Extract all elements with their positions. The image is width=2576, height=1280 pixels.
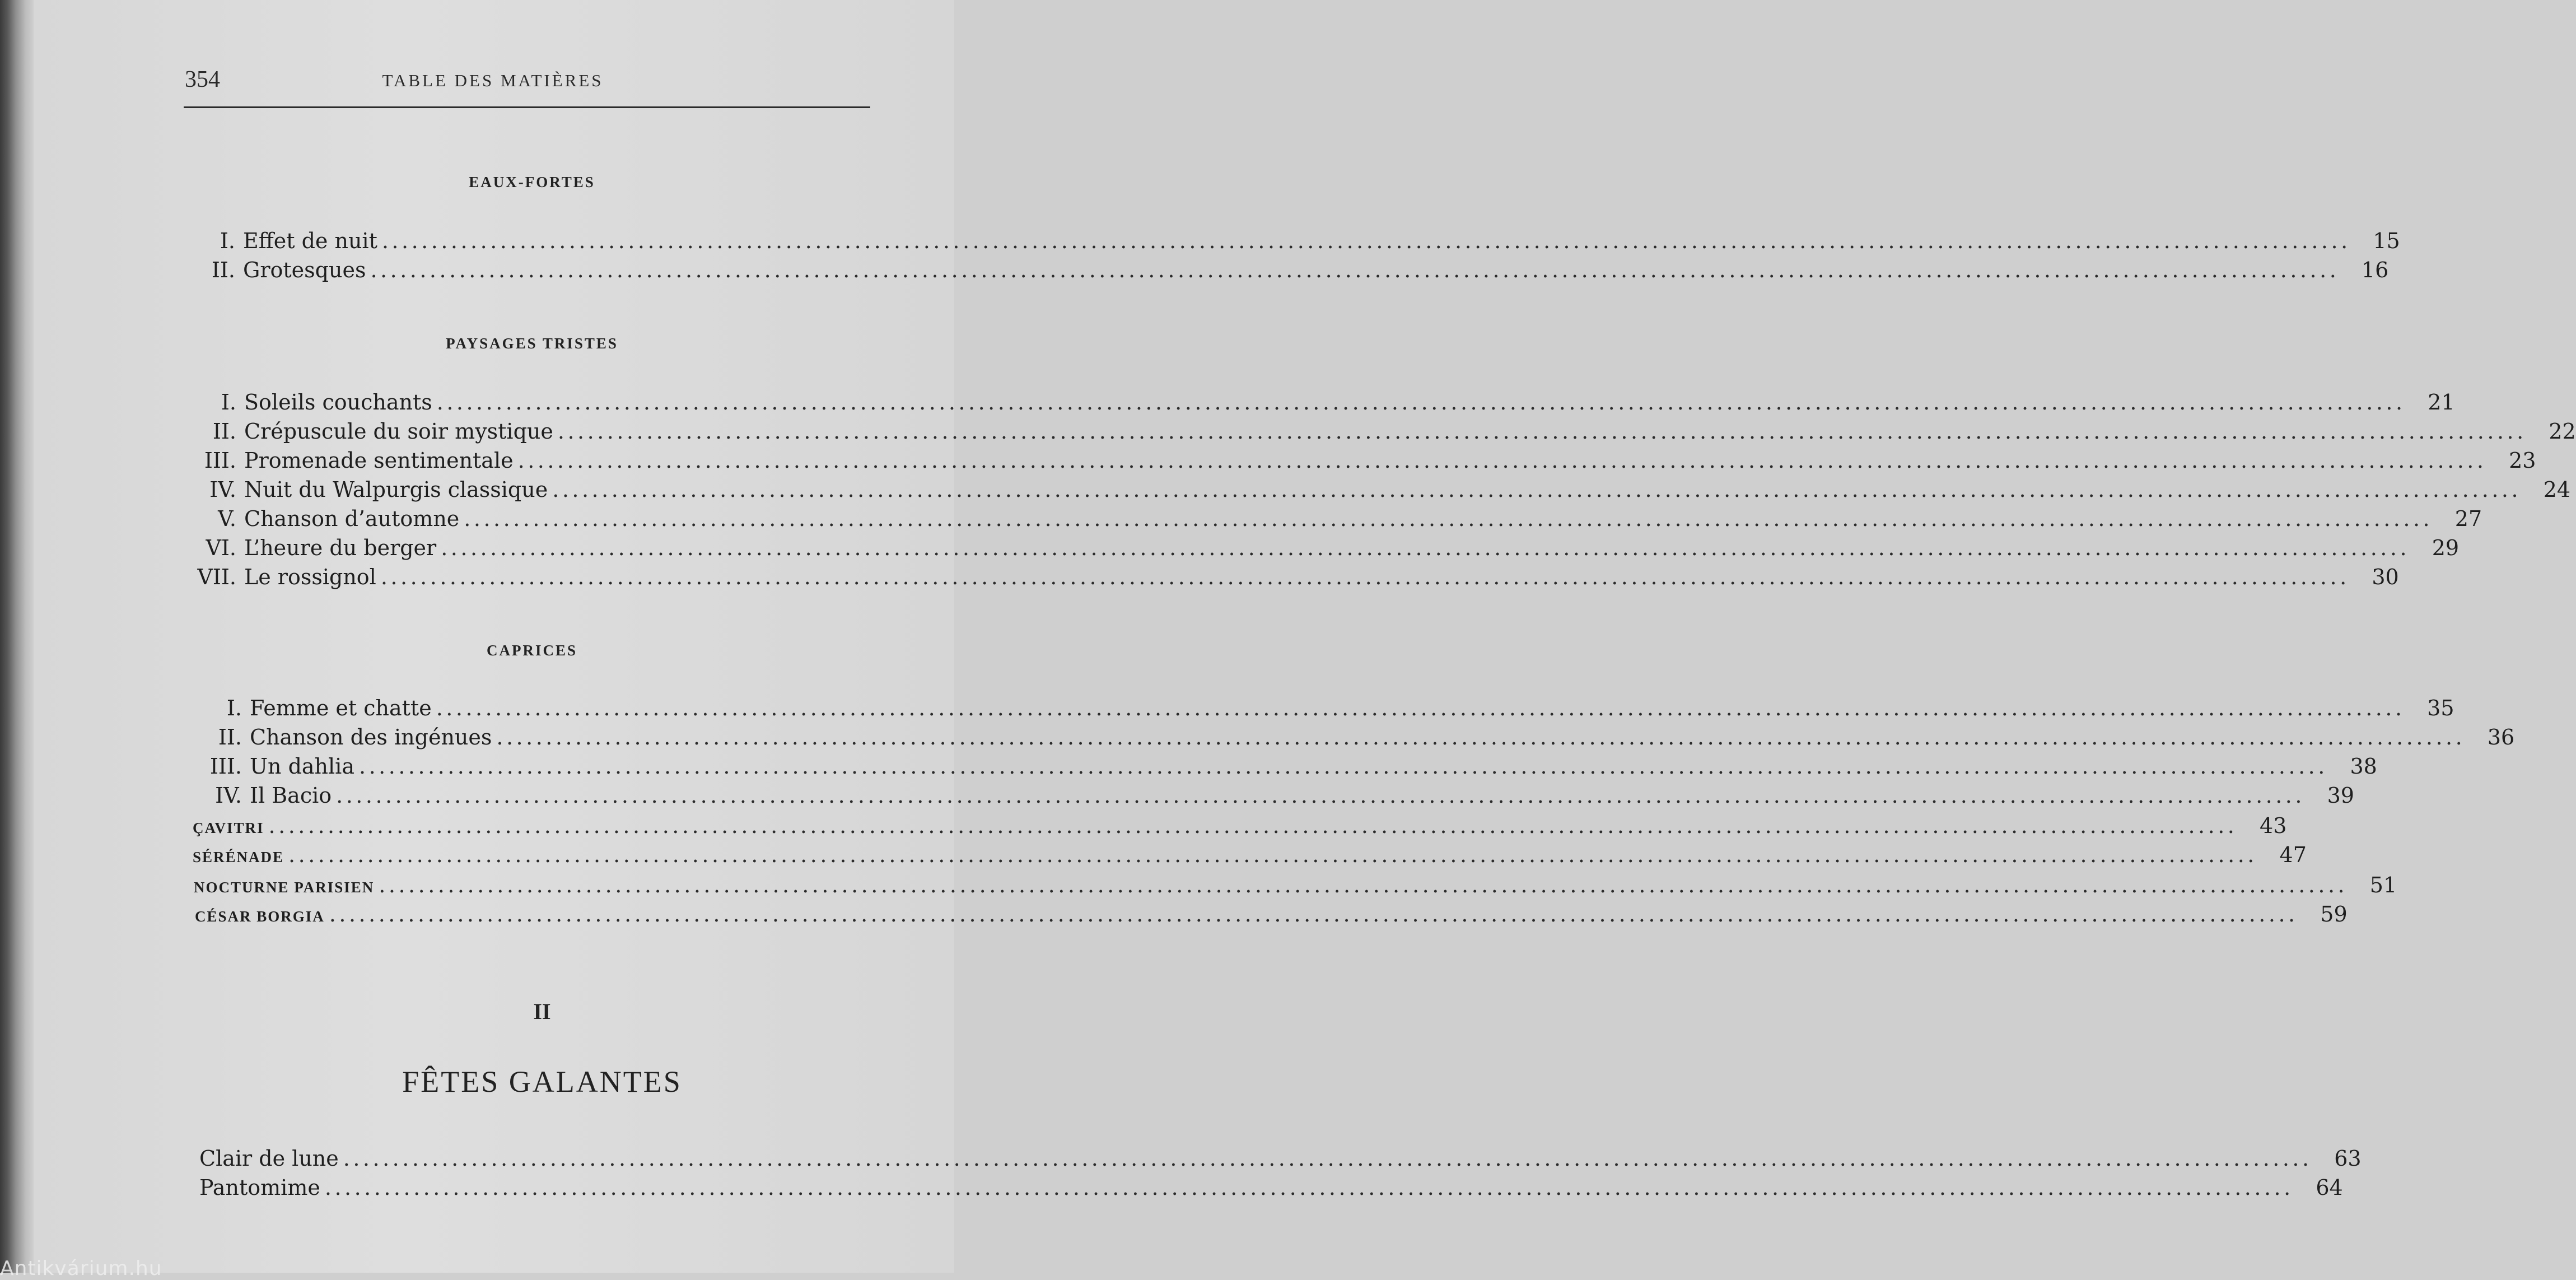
entry-page: 16 bbox=[2361, 258, 2389, 282]
entry-title: Clair de lune bbox=[199, 1146, 339, 1171]
toc-entry-standalone bbox=[195, 902, 2348, 931]
entry-number: I. bbox=[220, 229, 235, 253]
dot-leader: ........................................................................................................................................................................................................ bbox=[436, 390, 2406, 415]
entry-page: 21 bbox=[2428, 390, 2455, 415]
entry-title: Femme et chatte bbox=[250, 696, 432, 720]
part-title: FÊTES GALANTES bbox=[402, 1065, 682, 1099]
entry-number: III. bbox=[204, 448, 236, 473]
entry-title: CÉSAR BORGIA bbox=[195, 908, 325, 925]
entry-title: L’heure du berger bbox=[244, 536, 437, 560]
entry-number: VII. bbox=[197, 565, 236, 589]
entry-title: SÉRÉNADE bbox=[193, 849, 284, 865]
entry-page: 39 bbox=[2327, 783, 2354, 808]
toc-entry bbox=[186, 506, 2482, 536]
entry-title: Effet de nuit bbox=[243, 229, 377, 253]
toc-entry bbox=[199, 1146, 2362, 1175]
entry-number: IV. bbox=[209, 477, 236, 502]
entry-page: 15 bbox=[2373, 229, 2400, 253]
entry-title: NOCTURNE PARISIEN bbox=[194, 879, 375, 896]
entry-title: Grotesques bbox=[243, 258, 366, 282]
entry-page: 22 bbox=[2549, 419, 2576, 444]
entry-page: 43 bbox=[2260, 813, 2287, 838]
entry-number: III. bbox=[209, 754, 242, 779]
entry-number: II. bbox=[212, 419, 236, 444]
toc-entry bbox=[186, 448, 2536, 477]
dot-leader: ........................................................................................................................................................................................................ bbox=[288, 843, 2257, 867]
running-title: TABLE DES MATIÈRES bbox=[382, 71, 604, 90]
dot-leader: ........................................................................................................................................................................................................ bbox=[359, 754, 2328, 779]
entry-page: 38 bbox=[2350, 754, 2377, 779]
toc-entry bbox=[186, 565, 2399, 594]
toc-entry bbox=[186, 536, 2460, 565]
entry-page: 51 bbox=[2369, 873, 2397, 897]
toc-entry bbox=[192, 783, 2354, 812]
entry-page: 23 bbox=[2509, 448, 2536, 473]
page-header bbox=[185, 66, 869, 111]
entry-title: Chanson des ingénues bbox=[250, 725, 492, 750]
entry-title: Pantomime bbox=[199, 1175, 320, 1200]
entry-number: I. bbox=[226, 696, 242, 720]
entry-page: 63 bbox=[2334, 1146, 2362, 1171]
entry-page: 27 bbox=[2454, 506, 2482, 531]
dot-leader: ........................................................................................................................................................................................................ bbox=[517, 448, 2487, 473]
section-title-eaux-fortes: EAUX-FORTES bbox=[469, 174, 595, 190]
entry-title: Crépuscule du soir mystique bbox=[244, 419, 553, 444]
entry-page: 30 bbox=[2372, 565, 2399, 589]
dot-leader: ........................................................................................................................................................................................................ bbox=[370, 258, 2340, 282]
entry-title: Chanson d’automne bbox=[244, 506, 460, 531]
entry-title: Un dahlia bbox=[250, 754, 354, 779]
entry-number: II. bbox=[218, 725, 242, 750]
toc-entry-standalone bbox=[193, 813, 2287, 843]
dot-leader: ........................................................................................................................................................................................................ bbox=[329, 902, 2298, 927]
dot-leader: ........................................................................................................................................................................................................ bbox=[324, 1175, 2294, 1200]
dot-leader: ........................................................................................................................................................................................................ bbox=[552, 477, 2522, 502]
entry-title: Il Bacio bbox=[250, 783, 332, 808]
dot-leader: ........................................................................................................................................................................................................ bbox=[464, 506, 2433, 531]
entry-page: 29 bbox=[2432, 536, 2460, 560]
dot-leader: ........................................................................................................................................................................................................ bbox=[496, 725, 2466, 750]
toc-entry bbox=[186, 390, 2455, 419]
entry-page: 35 bbox=[2427, 696, 2454, 720]
dot-leader: ........................................................................................................................................................................................................ bbox=[441, 536, 2410, 560]
toc-entry bbox=[186, 419, 2576, 448]
dot-leader: ........................................................................................................................................................................................................ bbox=[343, 1146, 2312, 1171]
section-title-caprices: CAPRICES bbox=[486, 642, 578, 659]
toc-entry bbox=[192, 754, 2377, 783]
toc-entry bbox=[186, 477, 2571, 506]
entry-page: 64 bbox=[2316, 1175, 2343, 1200]
dot-leader: ........................................................................................................................................................................................................ bbox=[436, 696, 2405, 720]
entry-page: 24 bbox=[2543, 477, 2571, 502]
entry-number: II. bbox=[211, 258, 235, 282]
entry-title: Soleils couchants bbox=[244, 390, 432, 415]
section-title-paysages-tristes: PAYSAGES TRISTES bbox=[446, 335, 618, 352]
entry-title: ÇAVITRI bbox=[193, 820, 264, 836]
entry-title: Le rossignol bbox=[244, 565, 376, 589]
book-spine-shadow bbox=[0, 0, 34, 1273]
entry-page: 47 bbox=[2279, 843, 2307, 867]
page-number: 354 bbox=[185, 67, 220, 92]
dot-leader: ........................................................................................................................................................................................................ bbox=[379, 873, 2348, 897]
entry-number: V. bbox=[218, 506, 236, 531]
entry-number: I. bbox=[221, 390, 236, 415]
entry-title: Nuit du Walpurgis classique bbox=[244, 477, 548, 502]
entry-title: Promenade sentimentale bbox=[244, 448, 514, 473]
toc-entry-standalone bbox=[193, 843, 2307, 872]
entry-number: IV. bbox=[215, 783, 242, 808]
toc-entry bbox=[192, 696, 2454, 725]
entry-number: VI. bbox=[206, 536, 236, 560]
dot-leader: ........................................................................................................................................................................................................ bbox=[336, 783, 2305, 808]
entry-page: 36 bbox=[2487, 725, 2515, 750]
entry-page: 59 bbox=[2320, 902, 2348, 927]
toc-entry bbox=[192, 725, 2515, 754]
watermark: Antikvárium.hu bbox=[0, 1257, 162, 1280]
dot-leader: ........................................................................................................................................................................................................ bbox=[268, 813, 2238, 838]
header-rule bbox=[184, 106, 870, 108]
dot-leader: ........................................................................................................................................................................................................ bbox=[380, 565, 2350, 589]
toc-entry bbox=[199, 1175, 2343, 1204]
dot-leader: ........................................................................................................................................................................................................ bbox=[557, 419, 2527, 444]
toc-entry bbox=[185, 229, 2400, 258]
toc-entry-standalone bbox=[194, 873, 2397, 902]
dot-leader: ........................................................................................................................................................................................................ bbox=[381, 229, 2351, 253]
part-number: II bbox=[533, 999, 551, 1024]
toc-entry bbox=[185, 258, 2389, 287]
